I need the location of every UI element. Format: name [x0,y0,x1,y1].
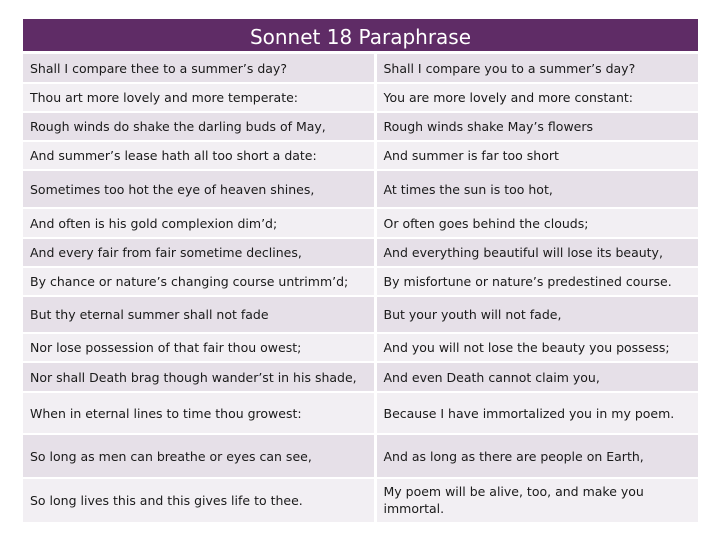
paraphrase-table [23,52,698,523]
original-line: Shall I compare thee to a summer’s day? [23,53,375,83]
table-row [23,83,698,112]
original-line: And summer’s lease hath all too short a date: [23,141,375,170]
table-row [23,333,698,362]
paraphrase-line: Or often goes behind the clouds; [375,208,698,238]
original-line: Rough winds do shake the darling buds of May, [23,112,375,141]
table-row [23,296,698,333]
paraphrase-line: And you will not lose the beauty you possess; [375,333,698,362]
original-line: But thy eternal summer shall not fade [23,296,375,333]
title-bar [23,19,698,52]
paraphrase-line: But your youth will not fade, [375,296,698,333]
table-row [23,208,698,238]
original-line: Sometimes too hot the eye of heaven shines, [23,170,375,208]
table-row [23,478,698,522]
table-row [23,238,698,267]
paraphrase-line: By misfortune or nature’s predestined course. [375,267,698,296]
original-line: And every fair from fair sometime declines, [23,238,375,267]
table-row [23,53,698,83]
original-line: By chance or nature’s changing course untrimm’d; [23,267,375,296]
paraphrase-line: Rough winds shake May’s flowers [375,112,698,141]
paraphrase-line: You are more lovely and more constant: [375,83,698,112]
original-line: And often is his gold complexion dim’d; [23,208,375,238]
paraphrase-line: My poem will be alive, too, and make you immortal. [375,478,698,522]
original-line: Thou art more lovely and more temperate: [23,83,375,112]
paraphrase-line: And everything beautiful will lose its beauty, [375,238,698,267]
paraphrase-line: Because I have immortalized you in my poem. [375,392,698,434]
paraphrase-line: And summer is far too short [375,141,698,170]
table-row [23,392,698,434]
table-row [23,434,698,478]
table-row [23,170,698,208]
original-line: Nor lose possession of that fair thou owest; [23,333,375,362]
table-row [23,112,698,141]
page-title: Sonnet 18 Paraphrase [249,25,472,49]
original-line: Nor shall Death brag though wander’st in his shade, [23,362,375,392]
table-row [23,362,698,392]
paraphrase-line: And as long as there are people on Earth, [375,434,698,478]
paraphrase-line: Shall I compare you to a summer’s day? [375,53,698,83]
original-line: So long lives this and this gives life to thee. [23,478,375,522]
original-line: When in eternal lines to time thou growest: [23,392,375,434]
table-row [23,141,698,170]
original-line: So long as men can breathe or eyes can see, [23,434,375,478]
paraphrase-line: And even Death cannot claim you, [375,362,698,392]
paraphrase-line: At times the sun is too hot, [375,170,698,208]
table-row [23,267,698,296]
